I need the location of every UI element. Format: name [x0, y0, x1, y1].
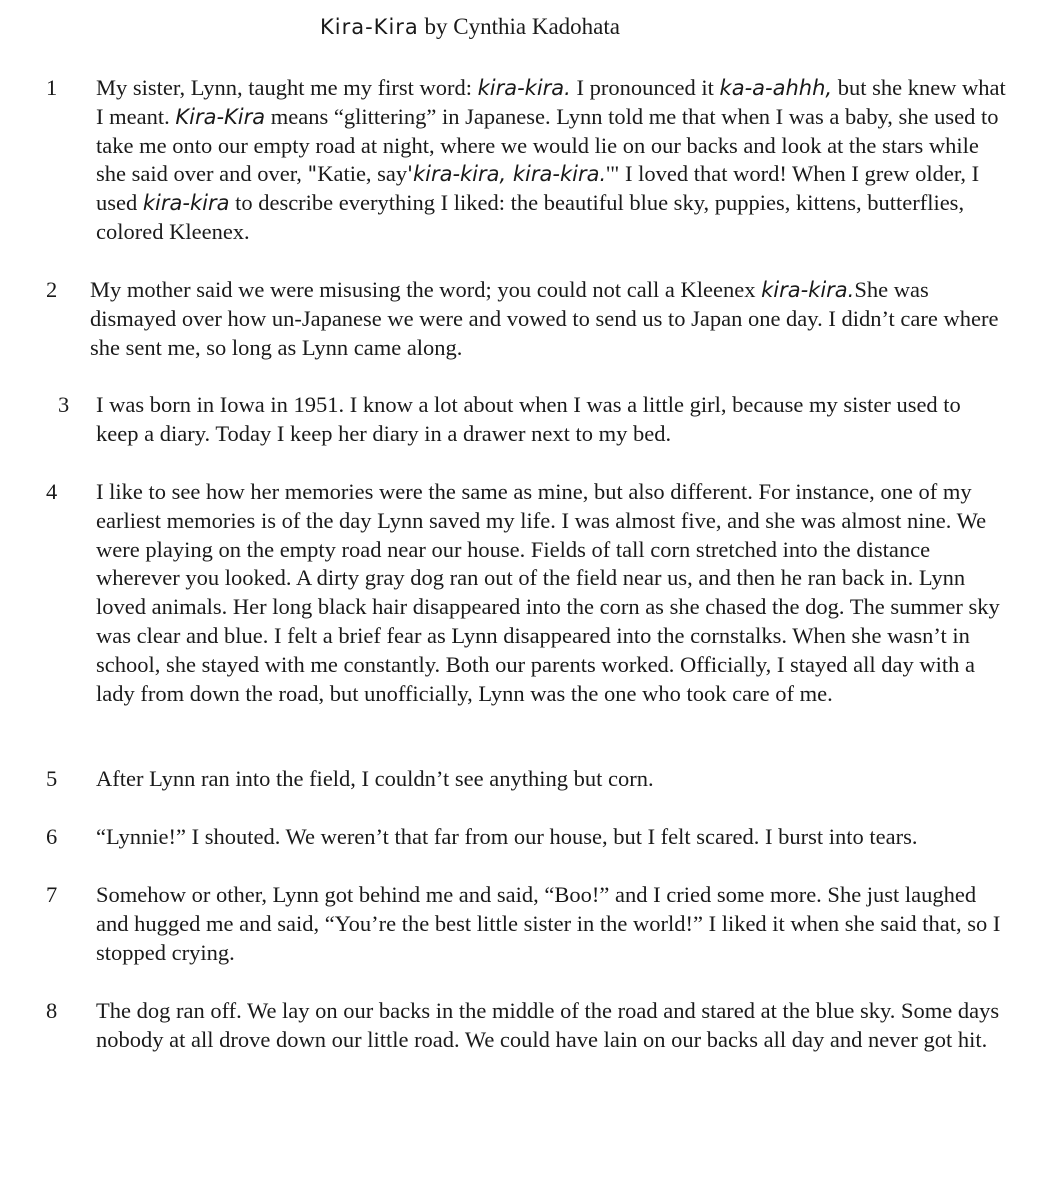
paragraph [96, 997, 1006, 1055]
byline: by Cynthia Kadohata [424, 14, 620, 39]
paragraph [96, 765, 1006, 794]
text-run: I pronounced it [570, 75, 720, 100]
paragraph-number: 1 [46, 75, 58, 100]
paragraph-number: 7 [46, 882, 58, 907]
text-run: After Lynn ran into the field, I couldn’t see anything but corn. [96, 766, 654, 791]
paragraph-number: 4 [46, 479, 58, 504]
japanese-term: kira-kira [142, 191, 230, 216]
text-run: “Lynnie!” I shouted. We weren’t that far from our house, but I felt scared. I burst into tears. [96, 824, 918, 849]
text-run: means “glittering” in Japanese. Lynn told me that when I was a baby, she used to take me onto our empty road at night, where we would lie on our backs and look at the stars while she said over and over, [96, 103, 999, 187]
paragraph-number: 6 [46, 824, 58, 849]
japanese-term: ka-a-ahhh, [719, 76, 833, 100]
paragraph-number: 5 [46, 766, 58, 791]
text-run: She was dismayed over how un-Japanese we were and vowed to send us to Japan one day. I didn’t care where she sent me, so long as Lynn came along. [90, 277, 999, 360]
text-run: '" I loved that word! When I grew older, I used [96, 161, 980, 216]
page-title [0, 14, 940, 40]
paragraph [96, 391, 1006, 449]
text-run: I like to see how her memories were the same as mine, but also different. For instance, one of my earliest memories is of the day Lynn saved my life. I was almost five, and she was almost nine. We were playing on the empty road near our house. Fields of tall corn stretched into the distance wherever you looked. A dirty gray dog ran out of the field near us, and then he ran back in. Lynn loved animals. Her long black hair disappeared into the corn as she chased the dog. The summer sky was clear and blue. I felt a brief fear as Lynn disappeared into the cornstalks. When she wasn’t in school, she stayed with me constantly. Both our parents worked. Officially, I stayed all day with a lady from down the road, but unofficially, Lynn was the one who took care of me. [96, 479, 1000, 706]
paragraph-number: 2 [46, 277, 58, 302]
japanese-term: kira-kira. [761, 278, 855, 302]
text-run: Somehow or other, Lynn got behind me and said, “Boo!” and I cried some more. She just laughed and hugged me and said, “You’re the best little sister in the world!” I liked it when she said that, so I stopped crying. [96, 882, 1001, 965]
paragraph [96, 478, 1006, 708]
text-run: The dog ran off. We lay on our backs in the middle of the road and stared at the blue sky. Some days nobody at all drove down our little road. We could have lain on our backs all day and never got hit. [96, 998, 1000, 1052]
japanese-term: kira-kira. [477, 76, 571, 100]
japanese-term: Kira-Kira [175, 104, 266, 129]
text-run: I was born in Iowa in 1951. I know a lot about when I was a little girl, because my sister used to keep a diary. Today I keep her diary in a drawer next to my bed. [96, 392, 961, 446]
text-run: Katie, say [317, 161, 408, 187]
japanese-term: 'kira-kira, kira-kira. [407, 162, 607, 187]
paragraph [96, 823, 1006, 852]
paragraph-number: 3 [58, 392, 70, 417]
text-run: but she knew what I meant. [96, 75, 1006, 129]
paragraph [90, 276, 1006, 362]
text-run: My mother said we were misusing the word; you could not call a Kleenex [90, 277, 762, 302]
paragraph [96, 881, 1006, 967]
text-run: My sister, Lynn, taught me my first word: [96, 75, 478, 100]
japanese-term: " [307, 162, 318, 187]
book-title: Kira-Kira [319, 15, 419, 39]
paragraph-number: 8 [46, 998, 58, 1023]
paragraph [96, 74, 1006, 247]
text-run: to describe everything I liked: the beautiful blue sky, puppies, kittens, butterflies, colored Kleenex. [96, 190, 965, 244]
